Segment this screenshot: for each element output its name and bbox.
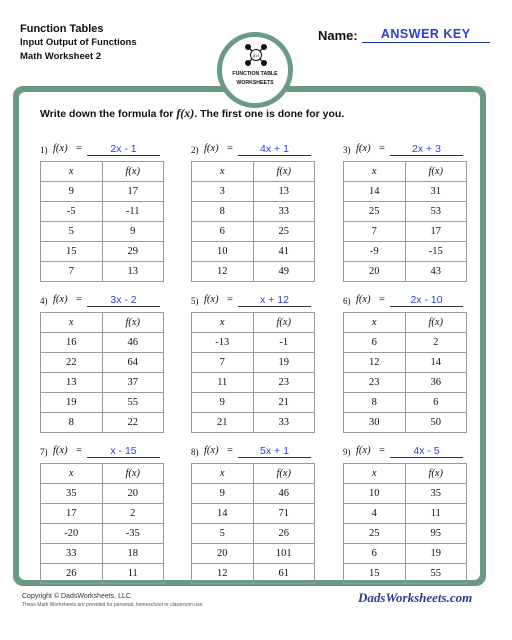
problem-number: 8) xyxy=(191,447,199,457)
worksheet-subtitle: Input Output of Functions xyxy=(20,37,137,48)
output-cell: 53 xyxy=(405,202,467,222)
table-row xyxy=(344,393,467,413)
problem-4 xyxy=(40,294,160,428)
input-cell: 17 xyxy=(41,504,103,524)
output-cell: 31 xyxy=(405,182,467,202)
table-row xyxy=(41,262,164,282)
output-cell: 46 xyxy=(102,333,164,353)
table-row xyxy=(192,373,315,393)
input-cell: 35 xyxy=(41,484,103,504)
table-header-row xyxy=(344,162,467,182)
input-cell: 13 xyxy=(41,373,103,393)
output-cell: 50 xyxy=(405,413,467,433)
column-header-fx: f(x) xyxy=(253,162,315,182)
input-cell: 5 xyxy=(192,524,254,544)
function-label: f(x) xyxy=(204,294,219,305)
output-cell: 9 xyxy=(102,222,164,242)
output-cell: -35 xyxy=(102,524,164,544)
worksheet-number: Math Worksheet 2 xyxy=(20,51,102,62)
output-cell: 20 xyxy=(102,484,164,504)
output-cell: 26 xyxy=(253,524,315,544)
table-row xyxy=(344,524,467,544)
output-cell: 13 xyxy=(253,182,315,202)
table-row xyxy=(41,484,164,504)
problem-1 xyxy=(40,143,160,277)
table-row xyxy=(41,202,164,222)
column-header-fx: f(x) xyxy=(405,313,467,333)
formula-answer: 3x - 2 xyxy=(87,294,160,307)
function-table xyxy=(191,312,315,433)
table-row xyxy=(41,524,164,544)
input-cell: 20 xyxy=(192,544,254,564)
input-cell: 9 xyxy=(192,393,254,413)
output-cell: 101 xyxy=(253,544,315,564)
column-header-fx: f(x) xyxy=(253,313,315,333)
table-row xyxy=(41,393,164,413)
equals-sign: = xyxy=(227,294,233,305)
input-cell: 5 xyxy=(41,222,103,242)
output-cell: 2 xyxy=(405,333,467,353)
output-cell: 33 xyxy=(253,202,315,222)
formula-answer: 4x - 5 xyxy=(390,445,463,458)
input-cell: -20 xyxy=(41,524,103,544)
problem-title xyxy=(191,445,311,461)
equals-sign: = xyxy=(227,143,233,154)
output-cell: 43 xyxy=(405,262,467,282)
table-row xyxy=(41,242,164,262)
problem-title xyxy=(191,294,311,310)
output-cell: 11 xyxy=(102,564,164,584)
table-row xyxy=(344,202,467,222)
problem-number: 2) xyxy=(191,145,199,155)
input-cell: 10 xyxy=(344,484,406,504)
problem-number: 5) xyxy=(191,296,199,306)
function-table xyxy=(191,463,315,584)
table-row xyxy=(192,393,315,413)
output-cell: 17 xyxy=(102,182,164,202)
table-header-row xyxy=(192,313,315,333)
problem-title xyxy=(191,143,311,159)
output-cell: 29 xyxy=(102,242,164,262)
table-row xyxy=(192,564,315,584)
equals-sign: = xyxy=(76,143,82,154)
table-row xyxy=(41,564,164,584)
table-row xyxy=(192,202,315,222)
logo-text-line1: FUNCTION TABLE xyxy=(232,71,278,77)
function-label: f(x) xyxy=(53,294,68,305)
worksheet-title: Function Tables xyxy=(20,23,104,35)
instructions-fx: f(x) xyxy=(176,106,195,120)
footer xyxy=(22,593,204,608)
output-cell: 46 xyxy=(253,484,315,504)
name-value: ANSWER KEY xyxy=(362,27,490,43)
output-cell: 49 xyxy=(253,262,315,282)
function-table xyxy=(191,161,315,282)
input-cell: 9 xyxy=(41,182,103,202)
input-cell: 12 xyxy=(344,353,406,373)
table-row xyxy=(192,262,315,282)
logo-symbol: f(x) xyxy=(252,53,260,58)
equals-sign: = xyxy=(76,294,82,305)
output-cell: 13 xyxy=(102,262,164,282)
input-cell: -9 xyxy=(344,242,406,262)
output-cell: 33 xyxy=(253,413,315,433)
formula-answer: 2x - 10 xyxy=(390,294,463,307)
input-cell: 30 xyxy=(344,413,406,433)
copyright-text: Copyright © DadsWorksheets, LLC xyxy=(22,593,131,600)
table-row xyxy=(344,333,467,353)
function-label: f(x) xyxy=(356,143,371,154)
equals-sign: = xyxy=(379,294,385,305)
output-cell: 19 xyxy=(253,353,315,373)
input-cell: 26 xyxy=(41,564,103,584)
column-header-fx: f(x) xyxy=(253,464,315,484)
table-row xyxy=(344,182,467,202)
output-cell: 41 xyxy=(253,242,315,262)
output-cell: 21 xyxy=(253,393,315,413)
function-table xyxy=(40,161,164,282)
input-cell: 33 xyxy=(41,544,103,564)
problem-title xyxy=(40,445,160,461)
table-row xyxy=(344,222,467,242)
input-cell: 10 xyxy=(192,242,254,262)
table-row xyxy=(41,504,164,524)
input-cell: 15 xyxy=(344,564,406,584)
function-label: f(x) xyxy=(356,445,371,456)
logo-text-line2: WORKSHEETS xyxy=(236,80,274,86)
function-label: f(x) xyxy=(53,143,68,154)
function-label: f(x) xyxy=(204,143,219,154)
table-row xyxy=(41,413,164,433)
problem-number: 9) xyxy=(343,447,351,457)
problem-title xyxy=(40,294,160,310)
output-cell: 18 xyxy=(102,544,164,564)
input-cell: 12 xyxy=(192,262,254,282)
usage-note: These Math Worksheets are provided for personal, homeschool or classroom use. xyxy=(22,602,204,608)
instructions-start: Write down the formula for xyxy=(40,108,177,120)
output-cell: 35 xyxy=(405,484,467,504)
function-table-logo xyxy=(217,32,293,108)
table-row xyxy=(41,182,164,202)
column-header-x: x xyxy=(344,162,406,182)
input-cell: 15 xyxy=(41,242,103,262)
problem-number: 6) xyxy=(343,296,351,306)
column-header-fx: f(x) xyxy=(102,464,164,484)
input-cell: 6 xyxy=(344,333,406,353)
table-row xyxy=(344,504,467,524)
table-header-row xyxy=(344,464,467,484)
input-cell: 7 xyxy=(344,222,406,242)
table-row xyxy=(344,373,467,393)
input-cell: 7 xyxy=(192,353,254,373)
output-cell: 64 xyxy=(102,353,164,373)
table-row xyxy=(192,182,315,202)
table-row xyxy=(344,484,467,504)
column-header-x: x xyxy=(192,313,254,333)
input-cell: 25 xyxy=(344,524,406,544)
column-header-x: x xyxy=(41,313,103,333)
input-cell: 4 xyxy=(344,504,406,524)
function-label: f(x) xyxy=(204,445,219,456)
function-table xyxy=(343,312,467,433)
column-header-x: x xyxy=(41,464,103,484)
column-header-x: x xyxy=(344,313,406,333)
formula-answer: 2x - 1 xyxy=(87,143,160,156)
input-cell: 7 xyxy=(41,262,103,282)
input-cell: 9 xyxy=(192,484,254,504)
function-table xyxy=(40,312,164,433)
problem-number: 7) xyxy=(40,447,48,457)
equals-sign: = xyxy=(76,445,82,456)
function-table xyxy=(343,161,467,282)
output-cell: -11 xyxy=(102,202,164,222)
problem-number: 4) xyxy=(40,296,48,306)
function-machine-icon xyxy=(244,43,268,67)
output-cell: 61 xyxy=(253,564,315,584)
output-cell: -15 xyxy=(405,242,467,262)
input-cell: 12 xyxy=(192,564,254,584)
output-cell: 6 xyxy=(405,393,467,413)
output-cell: 55 xyxy=(405,564,467,584)
equals-sign: = xyxy=(379,445,385,456)
input-cell: -5 xyxy=(41,202,103,222)
output-cell: 17 xyxy=(405,222,467,242)
function-table xyxy=(40,463,164,584)
problem-9 xyxy=(343,445,463,579)
input-cell: 25 xyxy=(344,202,406,222)
column-header-x: x xyxy=(192,464,254,484)
table-row xyxy=(41,353,164,373)
problem-title xyxy=(343,445,463,461)
table-row xyxy=(41,333,164,353)
problem-number: 3) xyxy=(343,145,351,155)
instructions xyxy=(40,106,344,121)
output-cell: 2 xyxy=(102,504,164,524)
column-header-x: x xyxy=(41,162,103,182)
input-cell: 16 xyxy=(41,333,103,353)
function-label: f(x) xyxy=(356,294,371,305)
output-cell: 71 xyxy=(253,504,315,524)
input-cell: 8 xyxy=(192,202,254,222)
table-row xyxy=(344,564,467,584)
table-row xyxy=(192,484,315,504)
table-row xyxy=(344,353,467,373)
output-cell: 23 xyxy=(253,373,315,393)
worksheet-header xyxy=(20,22,137,64)
input-cell: 8 xyxy=(344,393,406,413)
input-cell: 14 xyxy=(344,182,406,202)
formula-answer: x + 12 xyxy=(238,294,311,307)
column-header-fx: f(x) xyxy=(405,162,467,182)
formula-answer: 4x + 1 xyxy=(238,143,311,156)
formula-answer: 5x + 1 xyxy=(238,445,311,458)
problem-6 xyxy=(343,294,463,428)
output-cell: 37 xyxy=(102,373,164,393)
output-cell: -1 xyxy=(253,333,315,353)
formula-answer: 2x + 3 xyxy=(390,143,463,156)
output-cell: 19 xyxy=(405,544,467,564)
table-row xyxy=(41,222,164,242)
column-header-fx: f(x) xyxy=(102,313,164,333)
equals-sign: = xyxy=(379,143,385,154)
output-cell: 25 xyxy=(253,222,315,242)
column-header-x: x xyxy=(192,162,254,182)
table-row xyxy=(192,524,315,544)
instructions-end: . The first one is done for you. xyxy=(194,108,345,120)
table-header-row xyxy=(41,313,164,333)
input-cell: -13 xyxy=(192,333,254,353)
input-cell: 6 xyxy=(344,544,406,564)
output-cell: 22 xyxy=(102,413,164,433)
problem-8 xyxy=(191,445,311,579)
table-header-row xyxy=(192,464,315,484)
problem-2 xyxy=(191,143,311,277)
problem-title xyxy=(343,143,463,159)
output-cell: 36 xyxy=(405,373,467,393)
column-header-x: x xyxy=(344,464,406,484)
table-header-row xyxy=(41,162,164,182)
input-cell: 11 xyxy=(192,373,254,393)
function-table xyxy=(343,463,467,584)
table-row xyxy=(192,544,315,564)
output-cell: 11 xyxy=(405,504,467,524)
table-header-row xyxy=(192,162,315,182)
table-row xyxy=(192,333,315,353)
table-row xyxy=(192,413,315,433)
table-row xyxy=(344,413,467,433)
problem-title xyxy=(40,143,160,159)
name-field xyxy=(318,27,490,43)
equals-sign: = xyxy=(227,445,233,456)
table-row xyxy=(344,262,467,282)
table-row xyxy=(41,544,164,564)
column-header-fx: f(x) xyxy=(102,162,164,182)
table-header-row xyxy=(41,464,164,484)
input-cell: 21 xyxy=(192,413,254,433)
input-cell: 19 xyxy=(41,393,103,413)
table-row xyxy=(344,544,467,564)
table-row xyxy=(41,373,164,393)
problem-7 xyxy=(40,445,160,579)
input-cell: 3 xyxy=(192,182,254,202)
table-header-row xyxy=(344,313,467,333)
output-cell: 14 xyxy=(405,353,467,373)
table-row xyxy=(192,353,315,373)
problem-3 xyxy=(343,143,463,277)
table-row xyxy=(192,504,315,524)
input-cell: 23 xyxy=(344,373,406,393)
input-cell: 20 xyxy=(344,262,406,282)
table-row xyxy=(192,242,315,262)
column-header-fx: f(x) xyxy=(405,464,467,484)
table-row xyxy=(192,222,315,242)
output-cell: 55 xyxy=(102,393,164,413)
input-cell: 14 xyxy=(192,504,254,524)
output-cell: 95 xyxy=(405,524,467,544)
problem-5 xyxy=(191,294,311,428)
input-cell: 22 xyxy=(41,353,103,373)
input-cell: 6 xyxy=(192,222,254,242)
name-label: Name: xyxy=(318,28,358,43)
problem-title xyxy=(343,294,463,310)
table-row xyxy=(344,242,467,262)
brand-logo: DadsWorksheets.com xyxy=(358,590,473,605)
function-label: f(x) xyxy=(53,445,68,456)
input-cell: 8 xyxy=(41,413,103,433)
formula-answer: x - 15 xyxy=(87,445,160,458)
problem-number: 1) xyxy=(40,145,48,155)
